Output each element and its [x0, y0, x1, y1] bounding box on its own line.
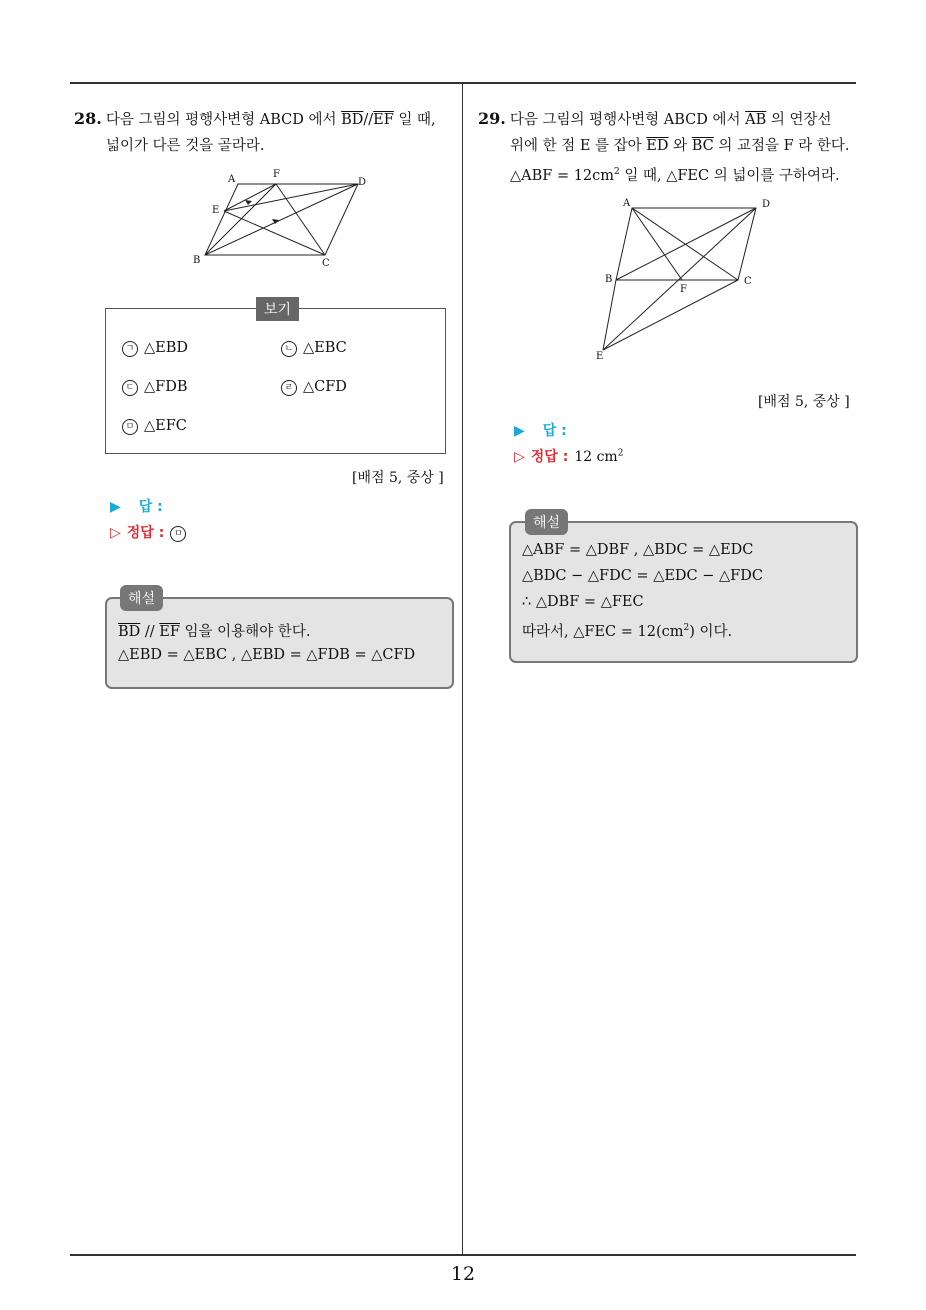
question-text: 다음 그림의 평행사변형 ABCD 에서 — [105, 112, 342, 128]
solution-line: △ABF = △DBF , △BDC = △EDC — [522, 542, 754, 558]
choice-mark: ㄹ — [281, 380, 297, 396]
parallel-arrow — [245, 200, 252, 205]
top-rule — [70, 82, 856, 84]
label-e: E — [596, 351, 604, 362]
segment-ab: $\overline{AB}$ — [745, 112, 767, 128]
figure-28-svg — [190, 168, 380, 268]
question-text: 의 교점을 F 라 한다. — [713, 138, 850, 154]
correct-answer-row — [110, 522, 192, 542]
correct-label: 정답 : — [126, 525, 165, 541]
label-d: D — [762, 199, 771, 210]
choice-text: △FDB — [144, 379, 188, 395]
score-label: [배점 5, 중상 ] — [352, 470, 444, 486]
page-number: 12 — [450, 1263, 476, 1285]
question-text: 일 때, — [393, 112, 436, 128]
answer-row — [110, 496, 163, 516]
segment-bd: $\overline{BD}$ — [118, 624, 141, 640]
label-b: B — [605, 274, 613, 285]
question-number: 28. — [74, 109, 102, 128]
label-a: A — [623, 198, 631, 209]
question-text: △ABF = 12cm — [510, 167, 615, 184]
question-text-line2: 넓이가 다른 것을 골라라. — [106, 138, 265, 154]
solution-line: △BDC − △FDC = △EDC − △FDC — [522, 568, 763, 584]
play-icon: ▶ — [110, 499, 121, 515]
question-text: 일 때, △FEC 의 넓이를 구하여라. — [619, 167, 840, 184]
segment-ed-line — [603, 208, 756, 350]
segment-af — [632, 208, 682, 280]
label-c: C — [322, 258, 330, 269]
label-f: F — [273, 169, 280, 180]
question-text: 위에 한 점 E 를 잡아 — [510, 138, 647, 154]
choice-mark: ㄱ — [122, 341, 138, 357]
solution-title: 해설 — [525, 509, 568, 535]
segment-bc: $\overline{BC}$ — [691, 138, 714, 154]
solution-line: ∴ △DBF = △FEC — [522, 594, 644, 610]
question-number: 29. — [478, 109, 506, 128]
question-text: 다음 그림의 평행사변형 ABCD 에서 — [509, 112, 746, 128]
question-29 — [478, 106, 862, 189]
segment-ef: $\overline{EF}$ — [373, 112, 394, 128]
play-outline-icon: ▷ — [514, 449, 525, 465]
question-28 — [74, 106, 458, 159]
segment-bd: $\overline{BD}$ — [341, 112, 364, 128]
solution-text: 따라서, △FEC = 12(cm — [522, 624, 684, 640]
choices-title: 보기 — [256, 297, 299, 321]
superscript: 2 — [617, 448, 624, 459]
choice-mark: ㄴ — [281, 341, 297, 357]
choice-mark: ㅁ — [122, 419, 138, 435]
question-text: 와 — [668, 138, 692, 154]
parallelogram-figure-28 — [190, 168, 380, 272]
bottom-rule — [70, 1254, 856, 1256]
diagonal-bd — [616, 208, 756, 280]
choice-text: △EBC — [303, 340, 347, 356]
correct-value: ㅁ — [170, 526, 186, 542]
play-outline-icon: ▷ — [110, 525, 121, 541]
segment-fb-line — [205, 184, 276, 255]
parallel-sign: // — [363, 112, 374, 128]
solution-line: △EBD = △EBC , △EBD = △FDB = △CFD — [118, 647, 416, 663]
label-d: D — [358, 177, 367, 188]
solution-title: 해설 — [120, 585, 163, 611]
choice-1 — [122, 340, 188, 357]
segment-ec-line — [603, 280, 738, 350]
label-c: C — [744, 276, 752, 287]
segment-ed-line — [224, 184, 358, 211]
label-e: E — [212, 205, 220, 216]
segment-bd-line — [205, 184, 358, 255]
solution-line — [118, 620, 310, 641]
parallel-sign: // — [140, 624, 160, 640]
choice-2 — [281, 340, 347, 357]
choice-3 — [122, 379, 188, 396]
choice-mark: ㄷ — [122, 380, 138, 396]
solution-line — [522, 620, 732, 641]
label-a: A — [228, 174, 236, 185]
column-divider — [462, 82, 463, 1256]
figure-29-svg — [590, 194, 790, 374]
answer-label: 답 : — [138, 499, 163, 515]
label-f: F — [680, 284, 687, 295]
superscript: 2 — [614, 167, 620, 177]
play-icon: ▶ — [514, 423, 525, 439]
answer-row — [514, 420, 567, 440]
correct-value: 12 cm — [574, 449, 618, 465]
label-b: B — [193, 255, 201, 266]
answer-label: 답 : — [542, 423, 567, 439]
choice-text: △EBD — [144, 340, 189, 356]
choice-text: △CFD — [303, 379, 347, 395]
solution-text: ) 이다. — [689, 624, 733, 640]
choice-4 — [281, 379, 347, 396]
segment-ef: $\overline{EF}$ — [159, 624, 180, 640]
score-label: [배점 5, 중상 ] — [758, 394, 850, 410]
solution-text: 임을 이용해야 한다. — [179, 624, 311, 640]
question-text: 의 연장선 — [766, 112, 832, 128]
parallelogram-figure-29 — [590, 194, 790, 378]
correct-label: 정답 : — [530, 449, 569, 465]
choice-5 — [122, 418, 187, 435]
segment-ed: $\overline{ED}$ — [646, 138, 669, 154]
correct-answer-row — [514, 446, 623, 466]
choice-text: △EFC — [144, 418, 187, 434]
superscript: 2 — [683, 623, 690, 634]
